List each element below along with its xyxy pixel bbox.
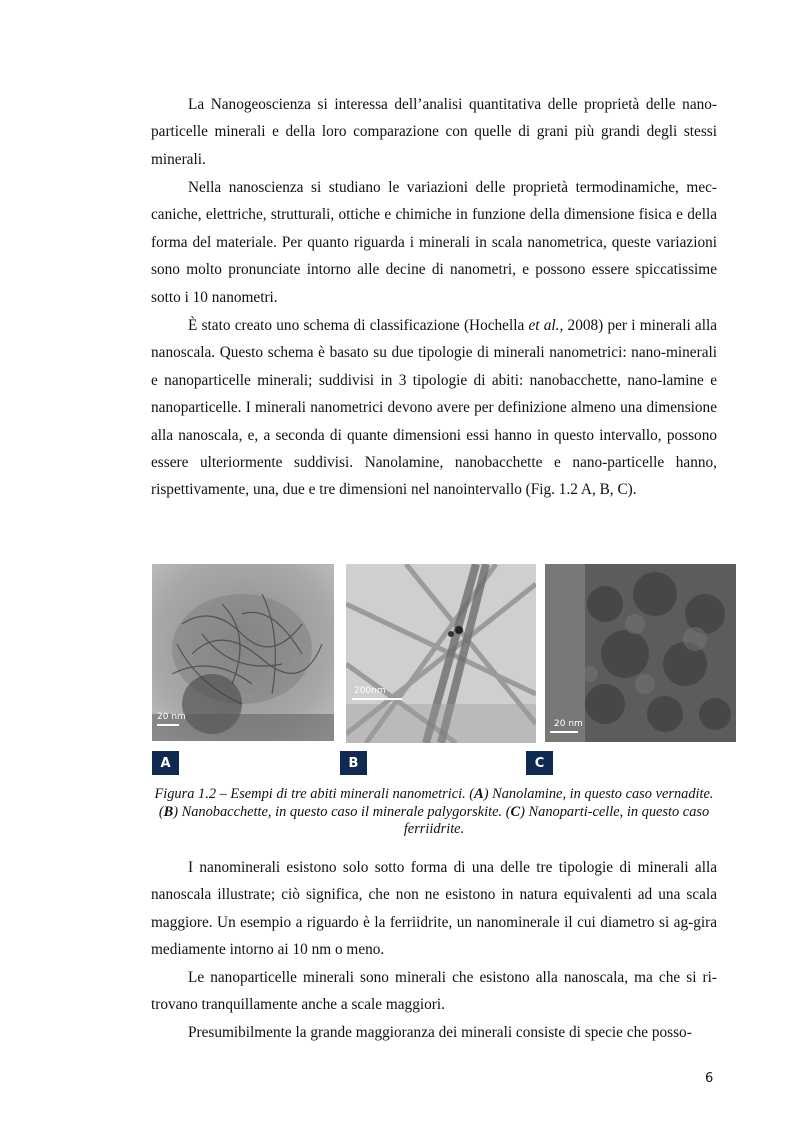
para3-text-b: 2008) per i minerali alla nanoscala. Questo schema è basato su due tipologie di minerali nanometrici: nano-minerali e nanoparticelle minerali; suddivisi in 3 tipologie di abiti: nanobacchette, nano-lamine e nanoparticelle. I minerali nanometrici devono avere per definizione almeno una dimensione alla nanoscala, e, a seconda di quante dimensioni essi hanno in questo intervallo, possono essere ulteriormente suddivisi. Nanolamine, nanobacchette e nano-particelle hanno, rispettivamente, una, due e tre dimensioni nel nanointervallo (Fig. 1.2 A, B, C).: [151, 317, 717, 499]
micrograph-a: [152, 564, 334, 741]
badge-c: C: [526, 751, 553, 775]
scale-label-a: 20 nm: [157, 712, 186, 722]
paragraph-majority: Presumibilmente la grande maggioranza dei minerali consiste di specie che posso-: [188, 1024, 692, 1041]
caption-ref-a: A: [474, 786, 484, 802]
scale-label-c: 20 nm: [554, 719, 583, 729]
scale-label-b: 200nm: [354, 686, 386, 696]
figure-caption: [151, 786, 717, 839]
paragraph-classification: [151, 312, 717, 504]
caption-part-1: Figura 1.2 – Esempi di tre abiti minerali nanometrici. (: [154, 786, 475, 802]
badge-b: B: [340, 751, 367, 775]
caption-part-3: ) Nanobacchette, in questo caso il minerale palygorskite. (: [173, 803, 511, 820]
paragraph-nanominerals: I nanominerali esistono solo sotto forma di una delle tre tipologie di minerali alla nanoscala illustrate; ciò significa, che non ne esistono in natura equivalenti ad una scala maggiore. Un esempio a riguardo è la ferriidrite, un nanominerale il cui diametro si ag-gira mediamente intorno ai 10 nm o meno.: [151, 859, 717, 959]
caption-ref-b: B: [163, 803, 174, 820]
paragraph-nanoparticles: Le nanoparticelle minerali sono minerali che esistono alla nanoscala, ma che si ri-trovano tranquillamente anche a scale maggiori.: [151, 969, 717, 1014]
et-al: et al.,: [528, 317, 564, 334]
caption-ref-c: C: [510, 803, 521, 820]
caption-part-4: ) Nanoparti-celle, in questo caso ferriidrite.: [403, 803, 710, 837]
para3-text-a: È stato creato uno schema di classificazione (Hochella: [188, 317, 529, 334]
micrograph-b: [346, 564, 536, 743]
page-number: 6: [705, 1071, 714, 1086]
badge-a: A: [152, 751, 179, 775]
paragraph-nanoscience: Nella nanoscienza si studiano le variazioni delle proprietà termodinamiche, mec-caniche, elettriche, strutturali, ottiche e chimiche in funzione della dimensione fisica e della forma del materiale. Per quanto riguarda i minerali in scala nanometrica, queste variazioni sono molto pronunciate intorno alle decine di nanometri, e possono essere spiccatissime sotto i 10 nanometri.: [151, 179, 717, 306]
paragraph-nanogeoscience: La Nanogeoscienza si interessa dell’analisi quantitativa delle proprietà delle nano-particelle minerali e della loro comparazione con quelle di grani più grandi degli stessi minerali.: [151, 96, 717, 168]
caption-part-2: ) Nanolamine, in questo caso vernadite. (: [158, 786, 714, 820]
micrograph-c: [545, 564, 736, 742]
